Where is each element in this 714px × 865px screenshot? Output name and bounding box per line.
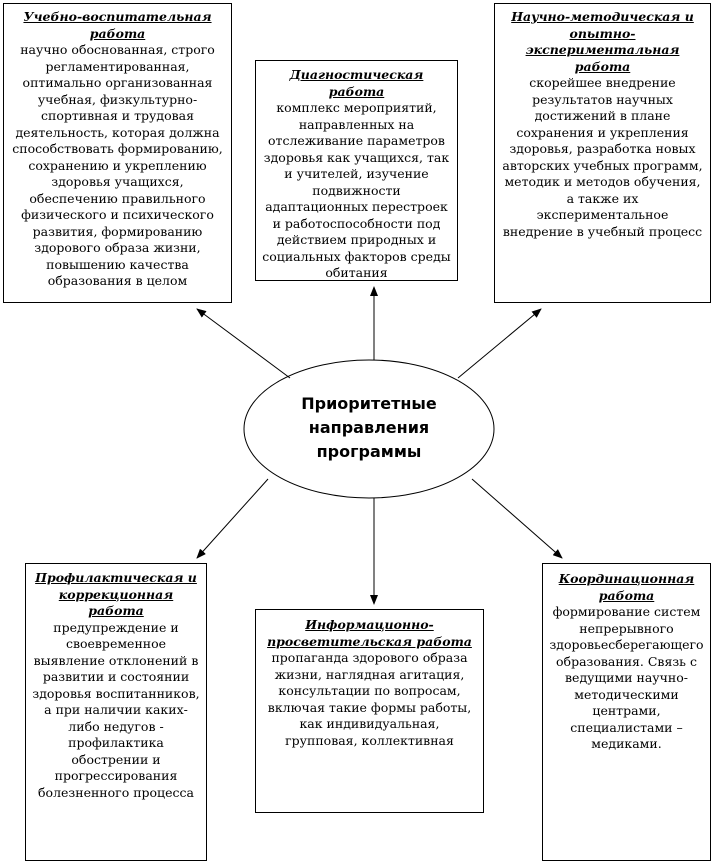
scientific-work-text: скорейшее внедрение результатов научных достижений в плане сохранения и укрепления здоровья, разработка новых авторских учебных программ, методик и методов обучения, а также их экспериментальное внедрение в учебный процесс — [502, 75, 703, 239]
informational-work-title: Информационно-просветительская работа — [267, 617, 472, 649]
educational-work-title: Учебно-воспитательная работа — [23, 9, 212, 41]
educational-work-box — [3, 3, 232, 303]
coordination-work-text: формирование систем непрерывного здоровьесберегающего образования. Связь с ведущими научно-методическими центрами, специалистами – медиками. — [549, 604, 704, 751]
preventive-work-text: предупреждение и своевременное выявление отклонений в развитии и состоянии здоровья воспитанников, а при наличии каких-либо недугов - профилактика обострении и прогрессирования болезненного процесса — [32, 619, 200, 800]
informational-work-text: пропаганда здорового образа жизни, наглядная агитация, консультации по вопросам, включая такие формы работы, как индивидуальная, групповая, коллективная — [267, 650, 472, 748]
center-label-line: Приоритетные — [301, 394, 437, 413]
coordination-work-box — [542, 563, 711, 861]
arrow-to-educational — [197, 309, 290, 378]
scientific-work-title: Научно-методическая и опытно-экспериментальная работа — [511, 9, 694, 74]
educational-work-text: научно обоснованная, строго регламентированная, оптимально организованная учебная, физкультурно-спортивная и трудовая деятельность, которая должна способствовать формированию, сохранению и укреплению здоровья учащихся, обеспечению правильного физического и психического развития, формированию здорового образа жизни, повышению качества образования в целом — [12, 42, 223, 288]
center-label-line: направления — [308, 418, 430, 437]
arrow-to-preventive — [197, 479, 268, 558]
informational-work-box — [255, 609, 484, 813]
arrow-to-coordination — [472, 479, 562, 558]
arrow-to-scientific — [458, 309, 541, 378]
scientific-work-box — [494, 3, 711, 303]
diagnostic-work-text: комплекс мероприятий, направленных на отслеживание параметров здоровья как учащихся, так и учителей, изучение подвижности адаптационных перестроек и работоспособности под действием природных и социальных факторов среды обитания — [262, 100, 451, 280]
preventive-work-box — [25, 563, 207, 861]
center-label-line: программы — [316, 442, 422, 461]
center-label — [262, 392, 476, 464]
preventive-work-title: Профилактическая и коррекционная работа — [35, 570, 197, 618]
diagnostic-work-box — [255, 60, 458, 281]
diagnostic-work-title: Диагностическая работа — [289, 67, 424, 99]
coordination-work-title: Координационная работа — [558, 571, 695, 603]
